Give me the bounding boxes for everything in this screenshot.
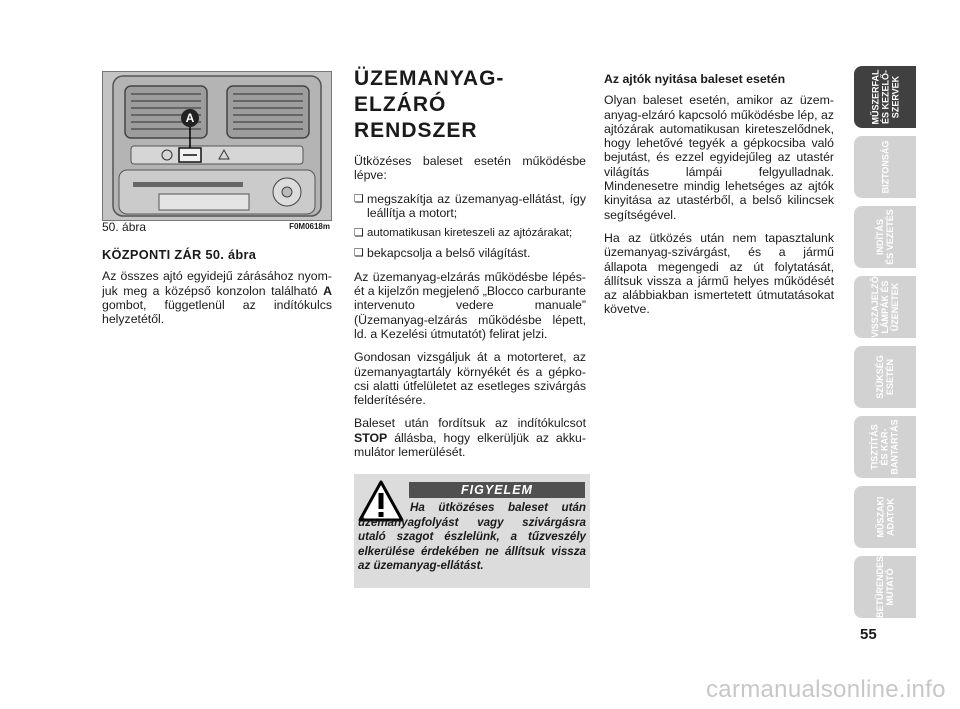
tab-biztonsag[interactable]: BIZTONSÁG — [854, 136, 916, 198]
door-opening-heading: Az ajtók nyitása baleset esetén — [604, 72, 786, 86]
callout-a-label: A — [185, 111, 195, 125]
intro-paragraph: Ütközéses baleset esetén működésbe lépve: — [354, 154, 586, 183]
warning-box — [354, 474, 590, 588]
tab-visszajelzo[interactable]: VISSZAJELZŐ LÁMPÁK ÉS ÜZENETEK — [854, 276, 916, 338]
restore-paragraph: Ha az ütközés után nem tapasztalunk üzemanyag-szivárgást, és a jármű állapota megengedi az út folytatását, állítsuk vissza a jármű helyes működését az alábbiakban ismertetett útmutatásokat követve. — [604, 230, 834, 317]
left-column — [102, 248, 332, 335]
watermark: carmanualsonline.info — [706, 676, 946, 703]
tab-betrendes[interactable]: BETŰRENDES MUTATÓ — [854, 556, 916, 618]
figure-caption — [102, 220, 330, 234]
right-column — [604, 72, 834, 326]
list-item: ❏ megszakítja az üzemanyag-ellátást, így leállítja a motort; — [354, 192, 586, 221]
section-title: ÜZEMANYAG-ELZÁRÓ RENDSZER — [354, 67, 505, 142]
figure-50-dashboard-console — [102, 71, 332, 221]
tab-inditas[interactable]: INDÍTÁS ÉS VEZETÉS — [854, 206, 916, 268]
middle-column — [354, 66, 586, 468]
door-opening-paragraph: Olyan baleset esetén, amikor az üzemanyag-elzáró kapcsoló működésbe lép, az ajtózárak automatikusan kireteszelődnek, hogy lehetővé tegyék a gépkocsiba való bejutást, és ezzel egyidejűleg az utastér világítás lámpái felgyulladnak. Mindenesetre mindig lehetséges az ajtók kinyitása az utastérből, a belső kilincsek segítségével. — [604, 93, 834, 222]
dashboard-console-illustration — [103, 72, 331, 220]
inspection-paragraph: Gondosan vizsgáljuk át a motorteret, az üzemanyagtartály környékét és a gépkocsi alatti útfelületet az esetleges szivárgás felderítésére. — [354, 350, 586, 408]
list-item: ❏ automatikusan kireteszeli az ajtózárakat; — [354, 226, 586, 240]
tab-tisztitas[interactable]: TISZTÍTÁS ÉS KAR- BANTARTÁS — [854, 416, 916, 478]
page-number: 55 — [860, 626, 877, 643]
display-message-paragraph: Az üzemanyag-elzárás működésbe lépését a kijelzőn megjelenő „Blocco carburante intervenuto vedere manuale” (Üzemanyag-elzárás működésbe lépett, ld. a Kezelési útmutatót) felirat jelzi. — [354, 269, 586, 341]
figure-caption-label: 50. ábra — [102, 220, 147, 234]
central-lock-paragraph: Az összes ajtó egyidejű zárásához nyomjuk meg a középső konzolon található A gombot, függetlenül az indítókulcs helyzetétől. — [102, 269, 332, 327]
warning-text: Ha ütközéses baleset után üzemanyagfolyást vagy szivárgásra utaló szagot észlelünk, a tűzveszély elkerülése érdekében ne állítsuk vissza az üzemanyag-ellátást. — [358, 501, 586, 572]
warning-title: FIGYELEM — [409, 482, 585, 498]
central-lock-heading: KÖZPONTI ZÁR 50. ábra — [102, 247, 257, 262]
list-item: ❏ bekapcsolja a belső világítást. — [354, 246, 586, 260]
tab-szukseg[interactable]: SZÜKSÉG ESETÉN — [854, 346, 916, 408]
ignition-paragraph: Baleset után fordítsuk az indítókulcsot STOP állásba, hogy elkerüljük az akkumulátor lemerülését. — [354, 416, 586, 460]
figure-code: F0M0618m — [289, 222, 330, 231]
tab-muszaki[interactable]: MŰSZAKI ADATOK — [854, 486, 916, 548]
tab-muszerfal[interactable]: MŰSZERFAL ÉS KEZELŐ- SZERVEK — [854, 66, 916, 128]
